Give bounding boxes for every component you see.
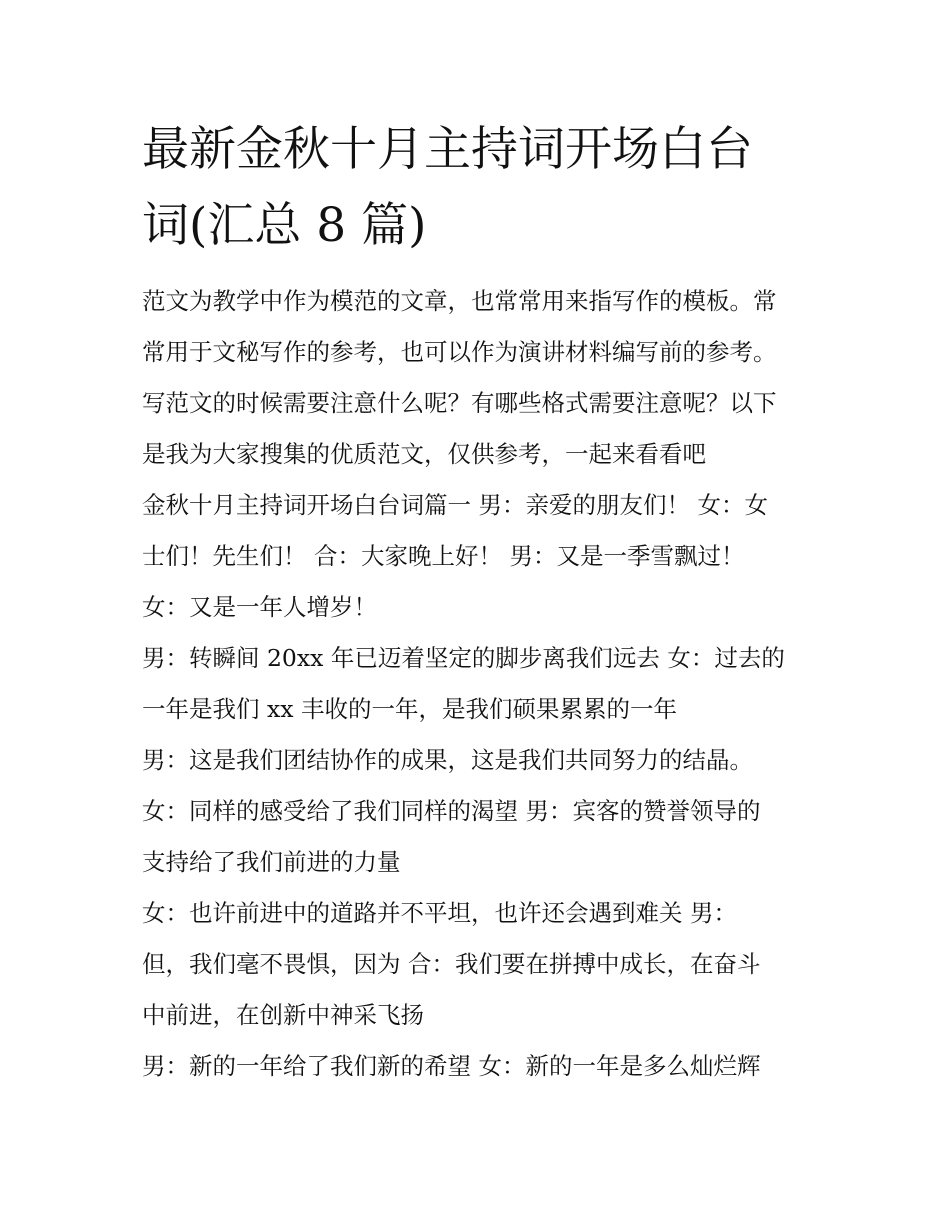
body-line: 士们！先生们！ 合：大家晚上好！ 男：又是一季雪飘过！	[142, 542, 745, 570]
title-line: 最新金秋十月主持词开场白台	[142, 122, 753, 177]
body-line: 支持给了我们前进的力量	[142, 848, 401, 876]
title-line: 词(汇总 8 篇)	[142, 198, 427, 253]
document-body	[142, 278, 822, 1094]
body-line: 一年是我们 xx 丰收的一年，是我们硕果累累的一年	[142, 695, 677, 723]
body-line: 中前进，在创新中神采飞扬	[142, 1001, 424, 1029]
body-line: 但，我们毫不畏惧，因为 合：我们要在拼搏中成长，在奋斗	[142, 950, 761, 978]
body-line: 男：转瞬间 20xx 年已迈着坚定的脚步离我们远去 女：过去的	[142, 644, 785, 672]
body-line: 写范文的时候需要注意什么呢？有哪些格式需要注意呢？以下	[142, 389, 777, 417]
body-line: 金秋十月主持词开场白台词篇一 男：亲爱的朋友们！ 女：女	[142, 491, 768, 519]
body-line: 范文为教学中作为模范的文章，也常常用来指写作的模板。常	[142, 287, 777, 315]
body-line: 女：又是一年人增岁！	[142, 593, 377, 621]
body-line: 女：同样的感受给了我们同样的渴望 男：宾客的赞誉领导的	[142, 797, 761, 825]
body-line: 是我为大家搜集的优质范文，仅供参考，一起来看看吧	[142, 440, 706, 468]
document-title	[142, 112, 822, 264]
body-line: 常用于文秘写作的参考，也可以作为演讲材料编写前的参考。	[142, 338, 777, 366]
body-line: 男：这是我们团结协作的成果，这是我们共同努力的结晶。	[142, 746, 753, 774]
body-line: 女：也许前进中的道路并不平坦，也许还会遇到难关 男：	[142, 899, 737, 927]
body-line: 男：新的一年给了我们新的希望 女：新的一年是多么灿烂辉	[142, 1052, 761, 1080]
